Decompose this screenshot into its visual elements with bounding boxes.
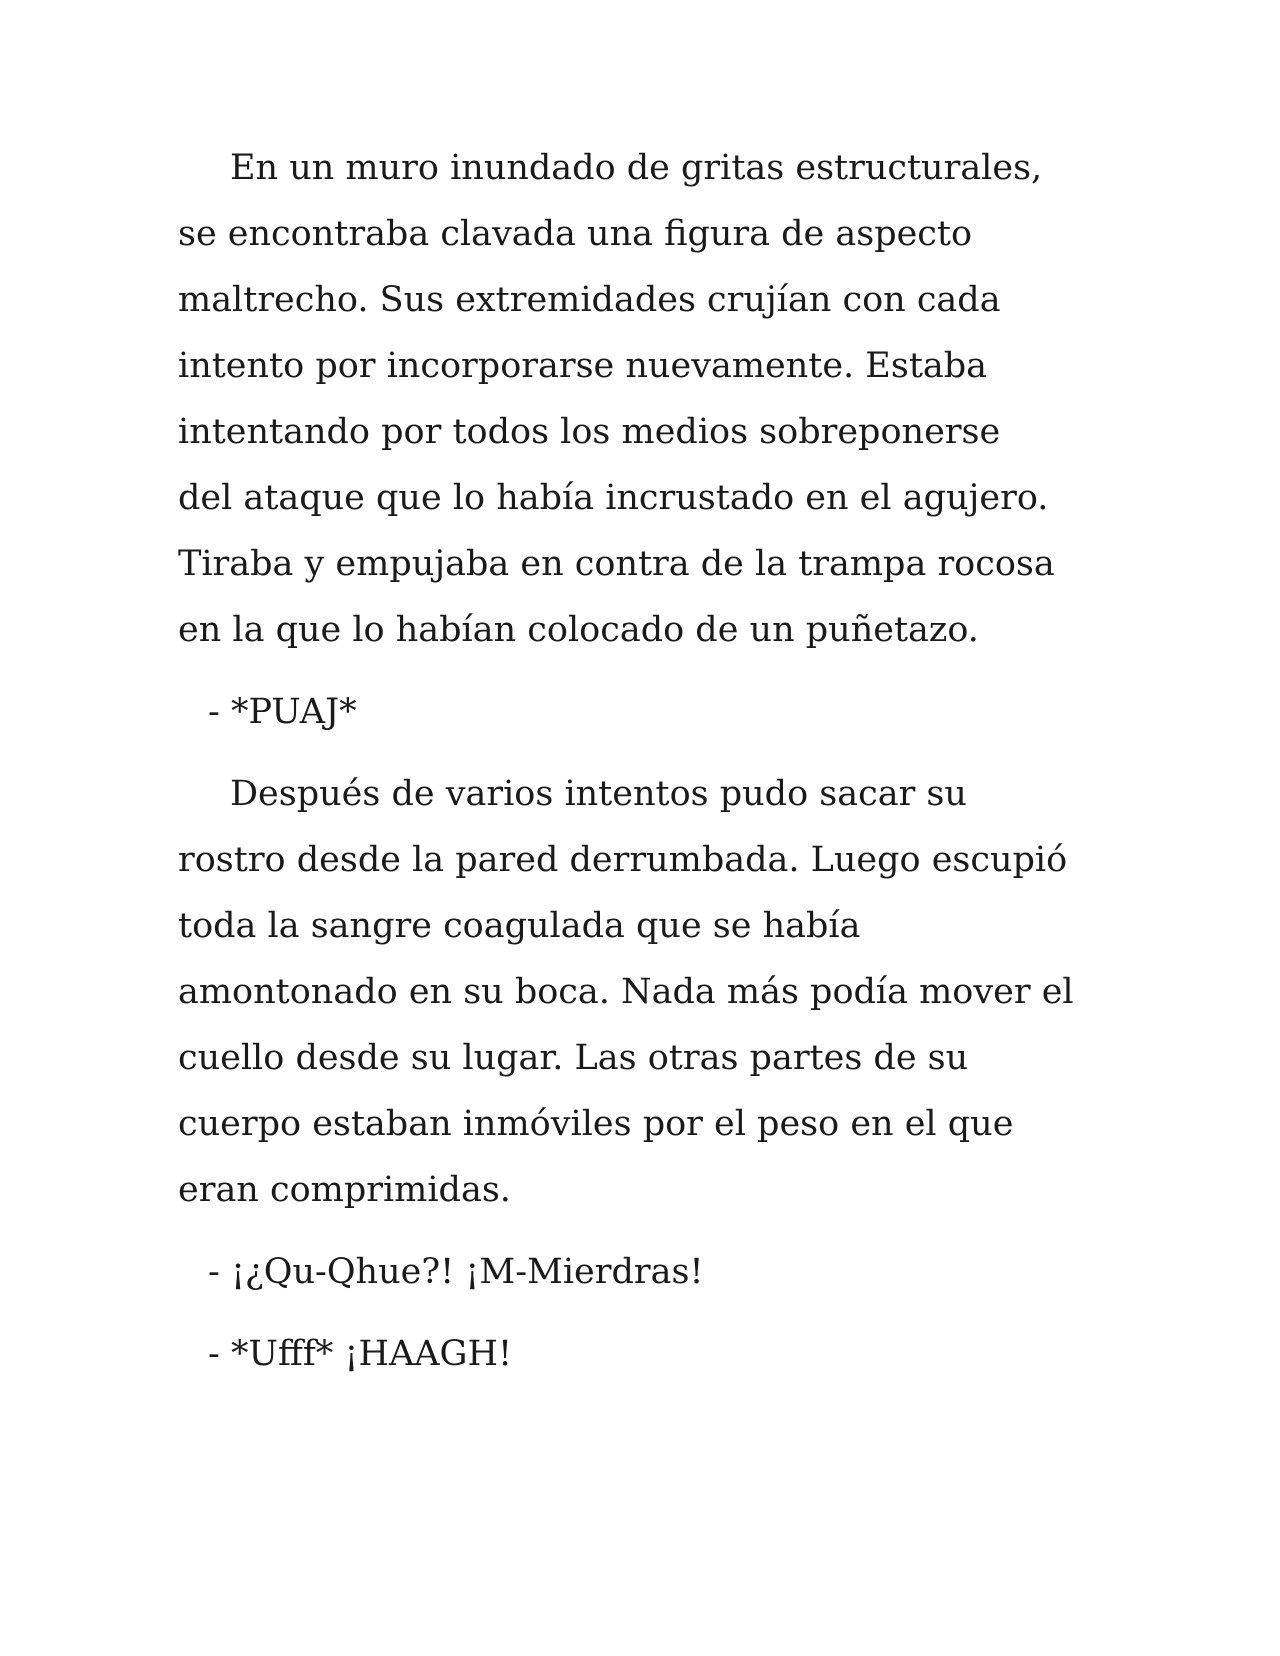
text-line: En un muro inundado de gritas estructurales,	[230, 148, 1043, 188]
dialogue-line: - ¡¿Qu-Qhue?! ¡M-Mierdras!	[208, 1252, 704, 1292]
text-line: eran comprimidas.	[178, 1170, 511, 1210]
text-line: cuello desde su lugar. Las otras partes de su	[178, 1038, 969, 1078]
text-line: toda la sangre coagulada que se había	[178, 906, 861, 946]
paragraph	[178, 761, 1138, 1223]
body-text	[178, 135, 1138, 1387]
dialogue-line: - *Ufff* ¡HAAGH!	[208, 1334, 513, 1374]
dialogue-line: - *PUAJ*	[208, 692, 357, 732]
text-line: cuerpo estaban inmóviles por el peso en el que	[178, 1104, 1014, 1144]
text-line: intento por incorporarse nuevamente. Estaba	[178, 346, 988, 386]
text-line: amontonado en su boca. Nada más podía mover el	[178, 972, 1074, 1012]
text-line: se encontraba clavada una figura de aspecto	[178, 214, 973, 254]
text-line: Después de varios intentos pudo sacar su	[230, 774, 967, 814]
text-line: intentando por todos los medios sobreponerse	[178, 412, 1001, 452]
text-line: en la que lo habían colocado de un puñetazo.	[178, 610, 979, 650]
paragraph	[178, 135, 1138, 663]
text-line: del ataque que lo había incrustado en el agujero.	[178, 478, 1049, 518]
text-line: rostro desde la pared derrumbada. Luego escupió	[178, 840, 1068, 880]
text-line: maltrecho. Sus extremidades crujían con cada	[178, 280, 1001, 320]
text-line: Tiraba y empujaba en contra de la trampa rocosa	[178, 544, 1055, 584]
